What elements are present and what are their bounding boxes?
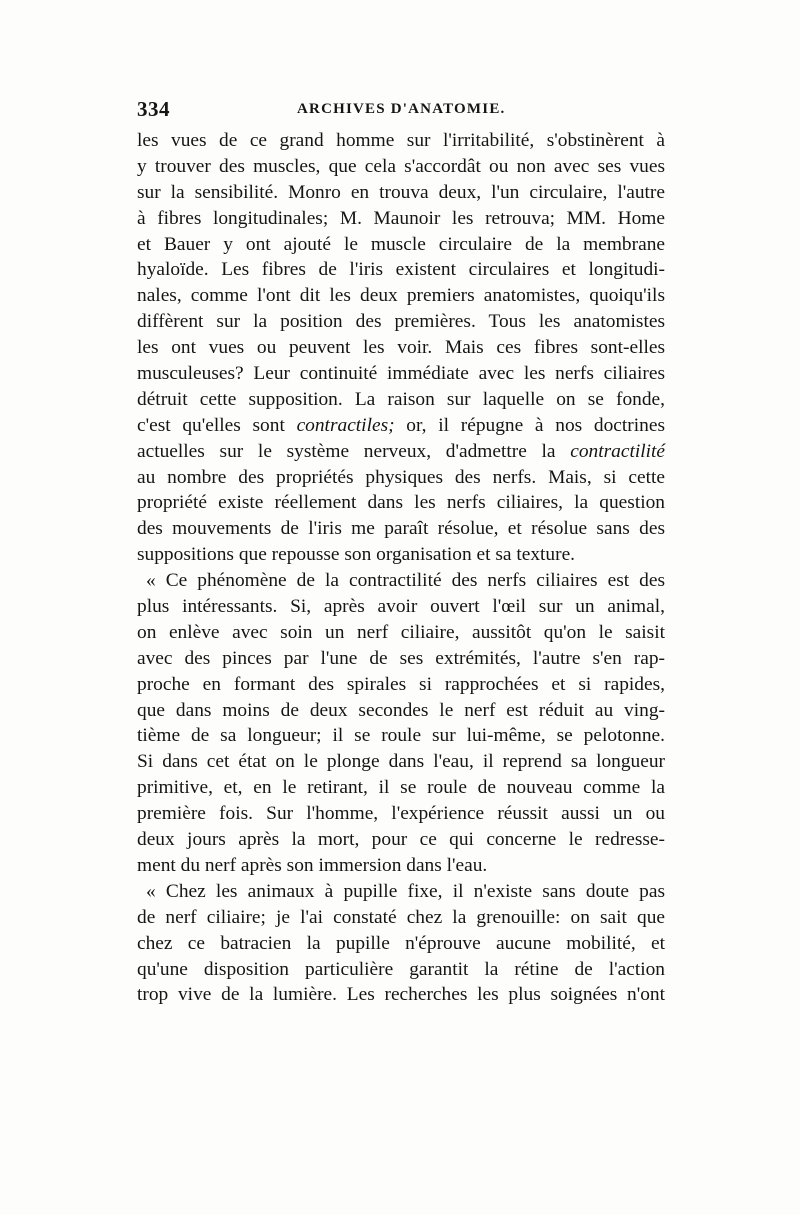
text-line: primitive, et, en le retirant, il se roule de nouveau comme la bbox=[137, 777, 665, 799]
text-line: ment du nerf après son immersion dans l'eau. bbox=[137, 854, 488, 876]
text-span: actuelles sur le système nerveux, d'admettre la bbox=[137, 440, 571, 462]
text-line: on enlève avec soin un nerf ciliaire, aussitôt qu'on le saisit bbox=[137, 621, 665, 643]
text-line: trop vive de la lumière. Les recherches les plus soignées n'ont bbox=[137, 984, 665, 1006]
text-line: suppositions que repousse son organisation et sa texture. bbox=[137, 544, 576, 566]
text-line: et Bauer y ont ajouté le muscle circulaire de la membrane bbox=[137, 233, 665, 255]
text-line: de nerf ciliaire; je l'ai constaté chez la grenouille: on sait que bbox=[137, 906, 665, 928]
text-line: les vues de ce grand homme sur l'irritabilité, s'obstinèrent à bbox=[137, 130, 665, 151]
text-line: qu'une disposition particulière garantit la rétine de l'action bbox=[137, 958, 665, 980]
text-line: diffèrent sur la position des premières. Tous les anatomistes bbox=[137, 311, 665, 333]
text-line: musculeuses? Leur continuité immédiate avec les nerfs ciliaires bbox=[137, 363, 665, 385]
text-line: plus intéressants. Si, après avoir ouvert l'œil sur un animal, bbox=[137, 596, 665, 618]
text-line: Si dans cet état on le plonge dans l'eau, il reprend sa longueur bbox=[137, 751, 665, 773]
text-line: avec des pinces par l'une de ses extrémités, l'autre s'en rap- bbox=[137, 647, 665, 669]
text-line bbox=[137, 439, 665, 465]
text-line: détruit cette supposition. La raison sur laquelle on se fonde, bbox=[137, 388, 665, 410]
text-line: au nombre des propriétés physiques des nerfs. Mais, si cette bbox=[137, 466, 665, 488]
text-line: que dans moins de deux secondes le nerf est réduit au ving- bbox=[137, 699, 665, 721]
body-text bbox=[137, 128, 665, 1008]
text-line: chez ce batracien la pupille n'éprouve aucune mobilité, et bbox=[137, 932, 665, 954]
running-head: ARCHIVES D'ANATOMIE. bbox=[297, 101, 506, 117]
italic-term: contractilité bbox=[570, 440, 665, 462]
text-line: première fois. Sur l'homme, l'expérience réussit aussi un ou bbox=[137, 803, 665, 825]
text-span: c'est qu'elles sont bbox=[137, 414, 297, 436]
page-number: 334 bbox=[137, 97, 170, 121]
page-header bbox=[137, 97, 665, 127]
text-line: des mouvements de l'iris me paraît résolue, et résolue sans des bbox=[137, 518, 665, 540]
text-line: les ont vues ou peuvent les voir. Mais ces fibres sont-elles bbox=[137, 337, 665, 359]
text-line: y trouver des muscles, que cela s'accordât ou non avec ses vues bbox=[137, 155, 665, 177]
italic-term: contractiles; bbox=[296, 414, 395, 436]
text-line: à fibres longitudinales; M. Maunoir les retrouva; MM. Home bbox=[137, 207, 665, 229]
text-line: sur la sensibilité. Monro en trouva deux, l'un circulaire, l'autre bbox=[137, 181, 665, 203]
text-line: hyaloïde. Les fibres de l'iris existent circulaires et longitudi- bbox=[137, 259, 665, 281]
text-line: « Ce phénomène de la contractilité des nerfs ciliaires est des bbox=[146, 570, 665, 592]
text-line: « Chez les animaux à pupille fixe, il n'existe sans doute pas bbox=[146, 880, 665, 902]
text-line: proche en formant des spirales si rapprochées et si rapides, bbox=[137, 673, 665, 695]
text-line: propriété existe réellement dans les nerfs ciliaires, la question bbox=[137, 492, 665, 514]
text-line: nales, comme l'ont dit les deux premiers anatomistes, quoiqu'ils bbox=[137, 285, 665, 307]
text-line bbox=[137, 413, 665, 439]
text-line: deux jours après la mort, pour ce qui concerne le redresse- bbox=[137, 829, 665, 851]
text-line: tième de sa longueur; il se roule sur lui-même, se pelotonne. bbox=[137, 725, 665, 747]
text-span: or, il répugne à nos doctrines bbox=[394, 414, 665, 436]
